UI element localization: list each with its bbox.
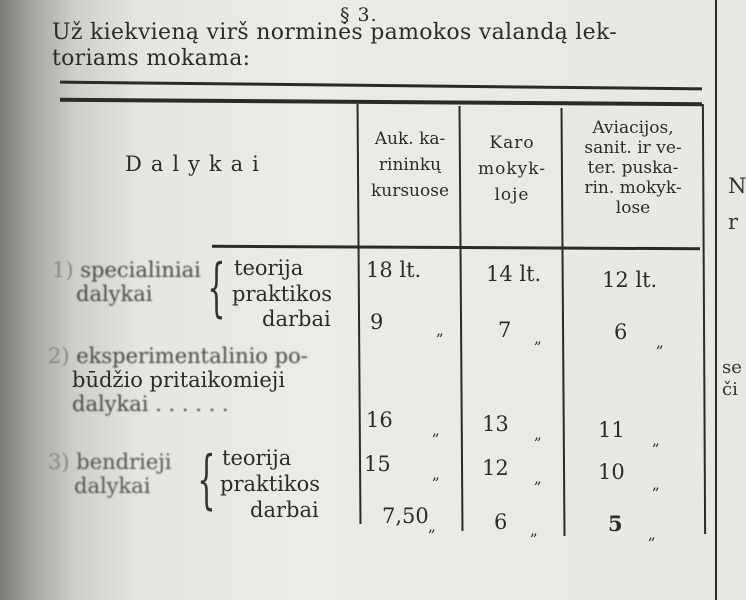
col-header-war-school: Karo mokyk- loje: [477, 133, 546, 205]
r3-c3-ditto: „: [652, 475, 660, 493]
r2-c3-ditto: „: [652, 431, 660, 449]
row-3-brace: {: [197, 443, 216, 517]
r3-c2-practice: 6: [494, 510, 508, 534]
row-3-label: 3) bendrieji dalykai: [48, 450, 172, 498]
margin-fragment-4: či: [722, 379, 738, 400]
subjects-header: Dalykai: [125, 152, 268, 176]
intro-line-2: toriams mokama:: [52, 46, 251, 71]
r2-c3: 11: [598, 418, 625, 442]
intro-line-1: Už kiekvieną virš norminės pamokos valandą lek-: [52, 20, 617, 45]
col-header-courses: Auk. ka- rininkų kursuose: [370, 129, 450, 201]
col-divider-3: [561, 108, 566, 536]
r3-c2-theory: 12: [482, 456, 509, 480]
r2-c2-ditto: „: [534, 425, 542, 443]
table-top-rule: [60, 81, 702, 91]
table-top-rule-2: [60, 98, 702, 106]
page-frame-top: [715, 0, 717, 600]
r1-c1-ditto: „: [436, 321, 444, 339]
r1-c3-theory: 12 lt.: [602, 268, 658, 292]
r2-c1-ditto: „: [432, 421, 440, 439]
r1-c2-practice: 7: [498, 318, 512, 342]
row-3-theory: teorija: [222, 446, 292, 470]
row-2-label: 2) eksperimentalinio po- būdžio pritaikomieji dalykai . . . . . .: [48, 344, 308, 416]
r3-c3-theory: 10: [598, 460, 625, 484]
row-1-practice: praktikos: [232, 282, 333, 306]
row-1-theory: teorija: [234, 256, 304, 280]
r2-c1: 16: [366, 408, 393, 432]
r2-c2: 13: [482, 412, 509, 436]
section-heading: § 3.: [340, 4, 378, 26]
r1-c1-theory: 18 lt.: [366, 258, 422, 282]
r3-c2-ditto: „: [534, 469, 542, 487]
r3-c1-practice: 7,50: [382, 504, 429, 528]
r1-c1-practice: 9: [370, 310, 384, 334]
r3-c1-ditto: „: [432, 465, 440, 483]
table-header-rule: [212, 245, 700, 251]
row-1-works: darbai: [262, 307, 331, 331]
margin-fragment-3: se: [722, 357, 742, 378]
r3-c2p-ditto: „: [530, 521, 538, 539]
margin-fragment-1: N: [728, 174, 746, 198]
r1-c3-ditto: „: [656, 333, 664, 351]
margin-fragment-2: r: [728, 210, 739, 234]
r1-c3-practice: 6: [614, 320, 628, 344]
r3-c1p-ditto: „: [428, 517, 436, 535]
row-1-label: 1) specialiniai dalykai: [52, 258, 201, 306]
intro-text: [52, 20, 712, 72]
col-header-aviation: Aviacijos, sanit. ir ve- ter. puska- rin. mokyk- lose: [584, 118, 682, 218]
r3-c3p-ditto: „: [648, 525, 656, 543]
r1-c2-theory: 14 lt.: [486, 262, 542, 286]
r3-c1-theory: 15: [364, 452, 391, 476]
col-divider-2: [459, 106, 464, 531]
row-3-works: darbai: [250, 498, 319, 522]
col-divider-1: [357, 104, 362, 524]
row-3-practice: praktikos: [220, 472, 321, 496]
page-frame-line: [702, 104, 706, 534]
r1-c2-ditto: „: [534, 329, 542, 347]
r3-c3-practice: 5: [608, 511, 623, 536]
row-1-brace: {: [207, 251, 226, 325]
